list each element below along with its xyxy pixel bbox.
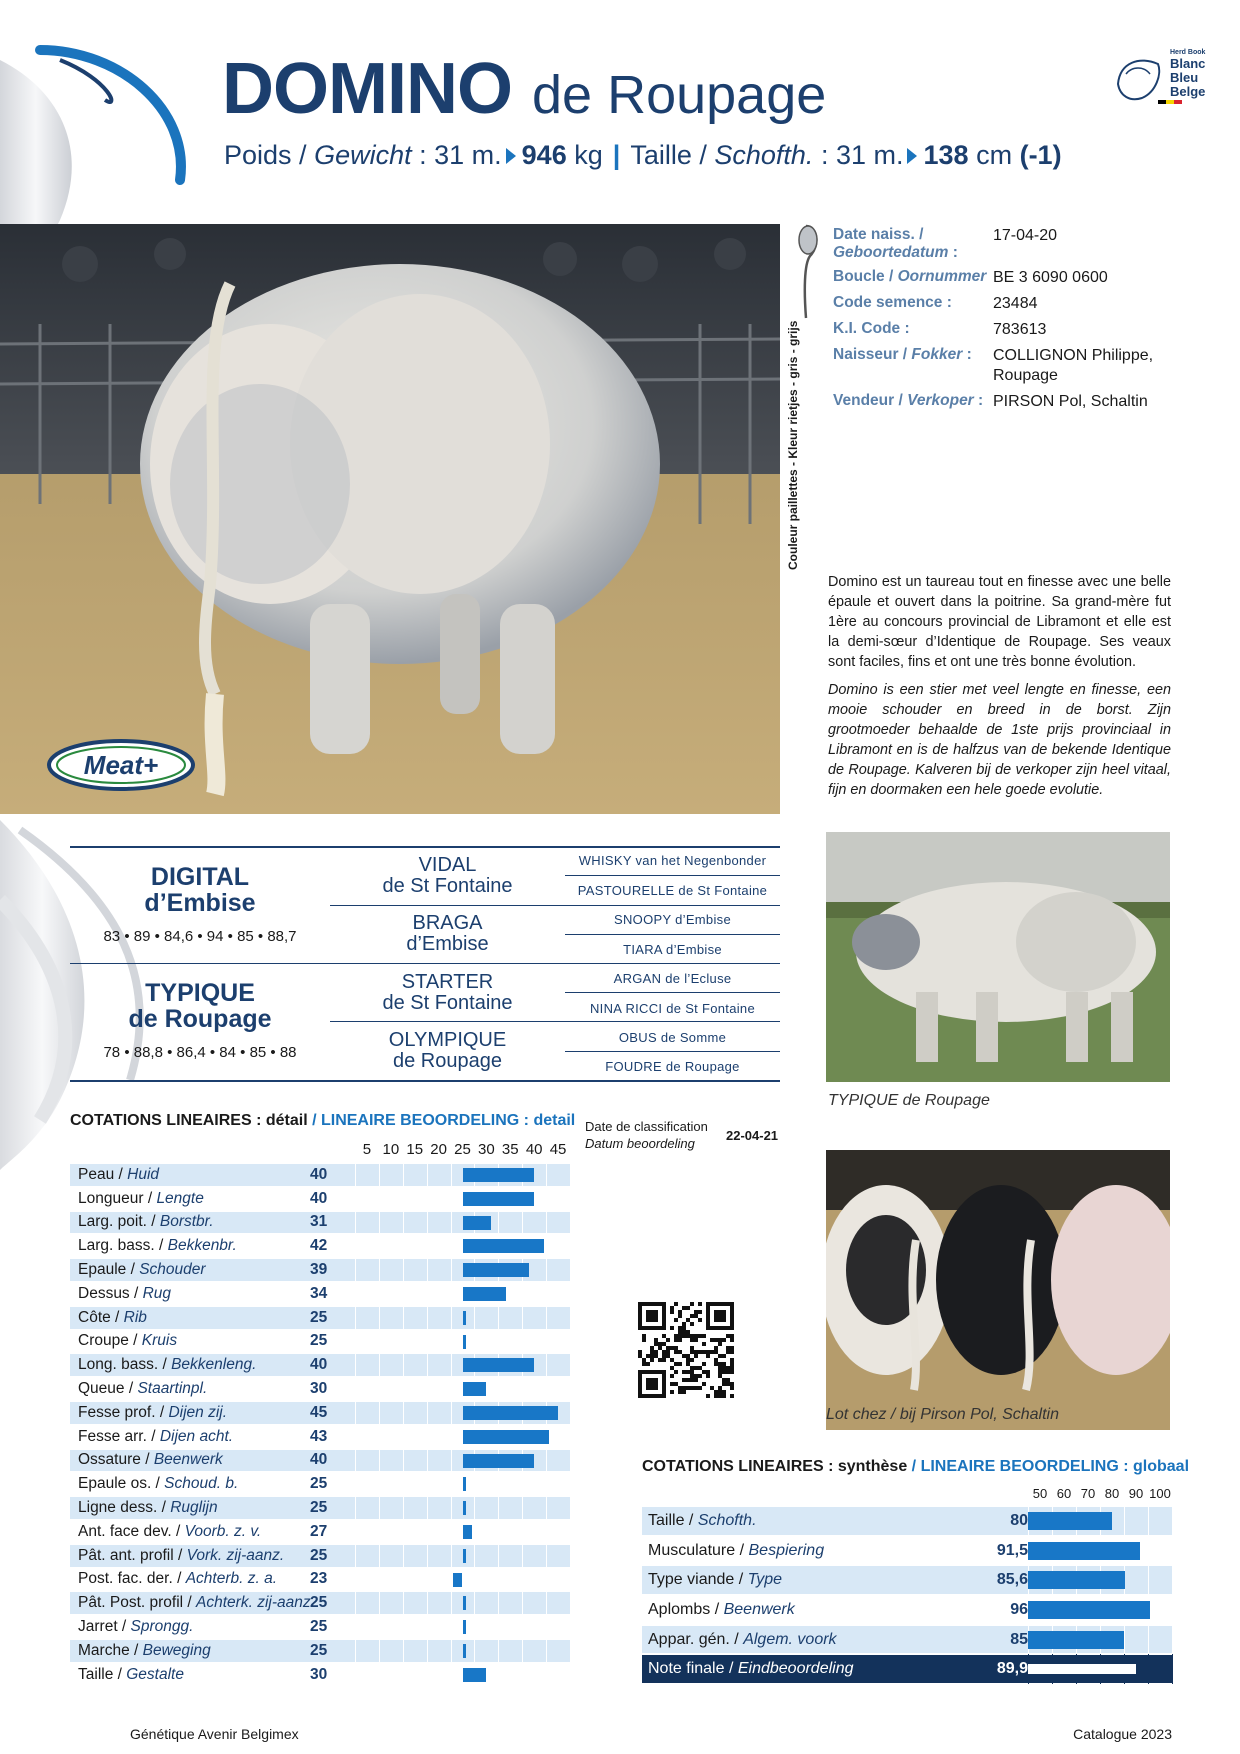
linear-row <box>70 1639 570 1663</box>
trait-name: Marche / Beweging <box>78 1641 211 1659</box>
trait-name: Epaule os. / Schoud. b. <box>78 1475 239 1493</box>
synth-bar <box>1028 1542 1140 1560</box>
trait-bar <box>463 1454 535 1468</box>
synth-row <box>642 1625 1172 1655</box>
bull-name: DOMINO <box>222 49 512 129</box>
trait-value: 42 <box>310 1237 328 1255</box>
synth-row <box>642 1536 1172 1566</box>
synth-bar <box>1028 1664 1136 1674</box>
linear-row <box>70 1211 570 1235</box>
main-bull-photo <box>0 224 780 814</box>
trait-value: 25 <box>310 1546 328 1564</box>
info-value: PIRSON Pol, Schaltin <box>993 393 1148 410</box>
ancestor-gen3: FOUDRE de Roupage <box>605 1059 740 1074</box>
svg-text:Bleu: Bleu <box>1170 70 1199 85</box>
trait-bar <box>463 1311 466 1325</box>
trait-name: Taille / Gestalte <box>78 1665 184 1683</box>
lot-photo <box>826 1150 1170 1430</box>
trait-bar <box>463 1620 466 1634</box>
synth-name: Type viande / Type <box>648 1571 783 1589</box>
classification-date: 22-04-21 <box>726 1128 779 1143</box>
linear-row <box>70 1496 570 1520</box>
bull-name-title <box>222 49 827 132</box>
trait-bar <box>453 1573 463 1587</box>
svg-text:Belge: Belge <box>1170 84 1206 99</box>
dam-name: TYPIQUE de Roupage <box>128 979 272 1033</box>
trait-value: 45 <box>310 1403 328 1421</box>
trait-bar <box>463 1358 535 1372</box>
trait-name: Croupe / Kruis <box>78 1332 178 1350</box>
linear-row <box>70 1520 570 1544</box>
trait-bar <box>463 1263 530 1277</box>
linear-row <box>70 1282 570 1306</box>
info-value: BE 3 6090 0600 <box>993 269 1108 286</box>
trait-bar <box>463 1549 466 1563</box>
classification-date-label: Date de classification Datum beoordeling <box>585 1119 708 1151</box>
scale-tick: 100 <box>1149 1486 1171 1501</box>
trait-bar <box>463 1644 466 1658</box>
linear-row <box>70 1258 570 1282</box>
synth-name: Appar. gén. / Algem. voork <box>648 1630 837 1648</box>
linear-synth-title: COTATIONS LINEAIRES : synthèse / LINEAIRE BEOORDELING : globaal <box>642 1458 1190 1475</box>
scale-tick: 30 <box>478 1141 495 1158</box>
trait-value: 40 <box>310 1356 328 1374</box>
arrow-right-icon <box>506 148 516 164</box>
trait-name: Post. fac. der. / Achterb. z. a. <box>78 1570 278 1588</box>
scale-tick: 45 <box>549 1141 567 1158</box>
trait-bar <box>463 1668 487 1682</box>
synth-value: 91,5 <box>996 1541 1028 1559</box>
svg-text:Herd Book: Herd Book <box>1170 49 1206 56</box>
linear-row <box>70 1377 570 1401</box>
trait-value: 25 <box>310 1332 328 1350</box>
info-row <box>833 268 1163 288</box>
linear-synth-chart <box>642 1506 1172 1684</box>
ancestor-gen3: TIARA d’Embise <box>623 942 722 957</box>
trait-name: Fesse arr. / Dijen acht. <box>78 1427 234 1445</box>
linear-detail-title: COTATIONS LINEAIRES : détail / LINEAIRE BEOORDELING : detail <box>70 1112 576 1129</box>
ancestor-gen3: WHISKY van het Negenbonder <box>578 853 767 868</box>
dam-index: 78 • 88,8 • 86,4 • 84 • 85 • 88 <box>103 1044 297 1061</box>
description-fr: Domino est un taureau tout en finesse avec une belle épaule et ouvert dans la poitrine. Sa grand-mère fut 1ère au concours provincial de Libramont et elle est la demi-sœur d’Identique de Roupage. Ses veaux sont faciles, fins et ont une très bonne évolution. <box>828 574 1171 670</box>
trait-value: 30 <box>310 1380 328 1398</box>
herdbook-logo <box>1112 44 1208 112</box>
trait-bar <box>463 1216 492 1230</box>
lot-photo-caption: Lot chez / bij Pirson Pol, Schaltin <box>826 1406 1060 1423</box>
trait-bar <box>463 1168 535 1182</box>
maternal-granddam: OLYMPIQUE de Roupage <box>388 1029 507 1072</box>
scale-tick: 15 <box>406 1141 424 1158</box>
trait-name: Epaule / Schouder <box>78 1261 206 1279</box>
linear-row <box>70 1591 570 1615</box>
straw-color-icon <box>790 222 822 322</box>
ancestor-gen3: SNOOPY d’Embise <box>614 912 731 927</box>
linear-detail-chart <box>70 1163 570 1687</box>
info-label: Date naiss. / Geboortedatum : <box>833 226 958 261</box>
sire-index: 83 • 89 • 84,6 • 94 • 85 • 88,7 <box>103 928 297 945</box>
trait-name: Larg. poit. / Borstbr. <box>78 1213 214 1231</box>
paternal-granddam: BRAGA d’Embise <box>406 912 489 955</box>
maternal-grandsire: STARTER de St Fontaine <box>382 971 513 1014</box>
scale-tick: 80 <box>1104 1486 1120 1501</box>
meat-plus-logo <box>46 738 196 792</box>
qr-code <box>638 1302 734 1398</box>
trait-name: Ant. face dev. / Voorb. z. v. <box>78 1522 262 1540</box>
trait-value: 25 <box>310 1594 328 1612</box>
trait-bar <box>463 1192 535 1206</box>
trait-name: Long. bass. / Bekkenleng. <box>78 1356 257 1374</box>
info-value: 23484 <box>993 295 1038 312</box>
trait-value: 40 <box>310 1189 328 1207</box>
trait-name: Queue / Staartinpl. <box>78 1380 208 1398</box>
info-row <box>833 320 1163 340</box>
bull-info-table <box>833 226 1163 418</box>
synth-name: Taille / Schofth. <box>648 1511 757 1529</box>
linear-row <box>70 1449 570 1473</box>
scale-tick: 25 <box>454 1141 471 1158</box>
linear-row <box>70 1568 570 1592</box>
synth-name: Aplombs / Beenwerk <box>648 1600 795 1618</box>
trait-name: Dessus / Rug <box>78 1284 172 1302</box>
ancestor-gen3: ARGAN de l’Ecluse <box>613 971 732 986</box>
synth-value: 85 <box>1010 1630 1028 1648</box>
weight-height-line: Poids / Gewicht : 31 m. 946 kg | Taille / Schofth. : 31 m. 138 cm (-1) <box>224 140 1062 170</box>
trait-bar <box>463 1382 487 1396</box>
dam-photo <box>826 832 1170 1082</box>
synth-bar <box>1028 1601 1150 1619</box>
height-value: 138 <box>923 140 969 170</box>
scale-tick: 50 <box>1032 1486 1048 1501</box>
info-row <box>833 346 1163 386</box>
info-row <box>833 392 1163 412</box>
scale-tick: 60 <box>1056 1486 1072 1501</box>
trait-value: 39 <box>310 1261 328 1279</box>
synth-name: Note finale / Eindbeoordeling <box>648 1660 854 1678</box>
scale-tick: 70 <box>1080 1486 1096 1501</box>
arrow-right-icon <box>907 148 917 164</box>
synth-bar <box>1028 1571 1125 1589</box>
trait-value: 25 <box>310 1618 328 1636</box>
trait-bar <box>463 1501 466 1515</box>
synth-row <box>642 1565 1172 1595</box>
synth-row <box>642 1506 1172 1536</box>
trait-bar <box>463 1406 559 1420</box>
linear-row <box>70 1472 570 1496</box>
pedigree-table <box>70 846 780 1082</box>
final-score-row <box>642 1654 1172 1684</box>
trait-value: 40 <box>310 1165 328 1183</box>
synth-value: 89,9 <box>996 1660 1028 1678</box>
trait-value: 40 <box>310 1451 328 1469</box>
linear-row <box>70 1234 570 1258</box>
description-nl: Domino is een stier met veel lengte en finesse, een mooie schouder en breed in de borst. Zijn grootmoeder behaalde de 1ste prijs provinciaal in Libramont en is de halfzus van de bekende Identique de Roupage. Kalveren bij de verkoper zijn heel vitaal, fijn en doormaken een hele goede evolutie. <box>828 682 1171 798</box>
scale-tick: 40 <box>525 1141 543 1158</box>
ancestor-gen3: PASTOURELLE de St Fontaine <box>577 883 768 898</box>
trait-value: 23 <box>310 1570 328 1588</box>
info-value: COLLIGNON Philippe, Roupage <box>993 347 1154 384</box>
synth-value: 80 <box>1010 1511 1028 1529</box>
trait-name: Ligne dess. / Ruglijn <box>78 1499 218 1517</box>
linear-row <box>70 1187 570 1211</box>
trait-value: 31 <box>310 1213 328 1231</box>
trait-value: 25 <box>310 1499 328 1517</box>
linear-row <box>70 1353 570 1377</box>
scale-tick: 20 <box>430 1141 447 1158</box>
synth-bar <box>1028 1512 1112 1530</box>
trait-value: 27 <box>310 1522 328 1540</box>
info-value: 783613 <box>993 321 1047 338</box>
trait-bar <box>463 1239 544 1253</box>
linear-row <box>70 1425 570 1449</box>
scale-tick: 5 <box>362 1141 372 1158</box>
synth-bar <box>1028 1631 1124 1649</box>
trait-name: Jarret / Sprongg. <box>78 1618 194 1636</box>
synth-row <box>642 1595 1172 1625</box>
footer-publisher: Génétique Avenir Belgimex <box>130 1726 299 1742</box>
linear-row <box>70 1306 570 1330</box>
trait-value: 25 <box>310 1475 328 1493</box>
linear-row <box>70 1401 570 1425</box>
trait-name: Pât. Post. profil / Achterk. zij-aanz. <box>78 1594 315 1612</box>
linear-row <box>70 1330 570 1354</box>
linear-row <box>70 1163 570 1187</box>
paternal-grandsire: VIDAL de St Fontaine <box>382 854 513 897</box>
trait-bar <box>463 1287 506 1301</box>
trait-value: 30 <box>310 1665 328 1683</box>
info-label: Code semence : <box>833 294 952 311</box>
info-label: K.I. Code : <box>833 320 910 337</box>
info-value: 17-04-20 <box>993 227 1058 244</box>
linear-row <box>70 1663 570 1687</box>
scale-tick: 10 <box>382 1141 400 1158</box>
trait-value: 25 <box>310 1641 328 1659</box>
trait-value: 34 <box>310 1284 328 1302</box>
info-label: Naisseur / Fokker : <box>833 346 972 363</box>
linear-row <box>70 1544 570 1568</box>
trait-name: Larg. bass. / Bekkenbr. <box>78 1237 237 1255</box>
linear-row <box>70 1615 570 1639</box>
trait-value: 43 <box>310 1427 328 1445</box>
info-label: Vendeur / Verkoper : <box>833 392 984 409</box>
ancestor-gen3: OBUS de Somme <box>618 1030 727 1045</box>
trait-name: Pât. ant. profil / Vork. zij-aanz. <box>78 1546 285 1564</box>
trait-value: 25 <box>310 1308 328 1326</box>
weight-value: 946 <box>521 140 567 170</box>
trait-name: Fesse prof. / Dijen zij. <box>78 1403 228 1421</box>
scale-tick: 35 <box>501 1141 519 1158</box>
synth-value: 85,6 <box>996 1571 1028 1589</box>
svg-text:Blanc: Blanc <box>1170 56 1206 71</box>
trait-name: Longueur / Lengte <box>78 1189 204 1207</box>
description <box>828 572 1171 808</box>
scale-tick: 90 <box>1128 1486 1144 1501</box>
trait-name: Côte / Rib <box>78 1308 147 1326</box>
trait-name: Ossature / Beenwerk <box>78 1451 223 1469</box>
info-row <box>833 226 1163 262</box>
info-label: Boucle / Oornummer <box>833 268 987 285</box>
svg-text:Meat+: Meat+ <box>83 750 159 780</box>
trait-bar <box>463 1477 466 1491</box>
trait-bar <box>463 1335 466 1349</box>
trait-bar <box>463 1430 549 1444</box>
trait-name: Peau / Huid <box>78 1165 160 1183</box>
ancestor-gen3: NINA RICCI de St Fontaine <box>589 1001 755 1016</box>
dam-photo-caption: TYPIQUE de Roupage <box>828 1092 990 1109</box>
synth-name: Musculature / Bespiering <box>648 1541 825 1559</box>
sire-name: DIGITAL d’Embise <box>144 863 256 917</box>
trait-bar <box>463 1525 473 1539</box>
synth-value: 96 <box>1010 1600 1028 1618</box>
trait-bar <box>463 1596 466 1610</box>
footer-catalogue: Catalogue 2023 <box>1073 1726 1172 1742</box>
straw-color-label: Couleur paillettes - Kleur rietjes - gris - grijs <box>786 320 800 570</box>
bull-origin: de Roupage <box>532 65 827 125</box>
info-row <box>833 294 1163 314</box>
